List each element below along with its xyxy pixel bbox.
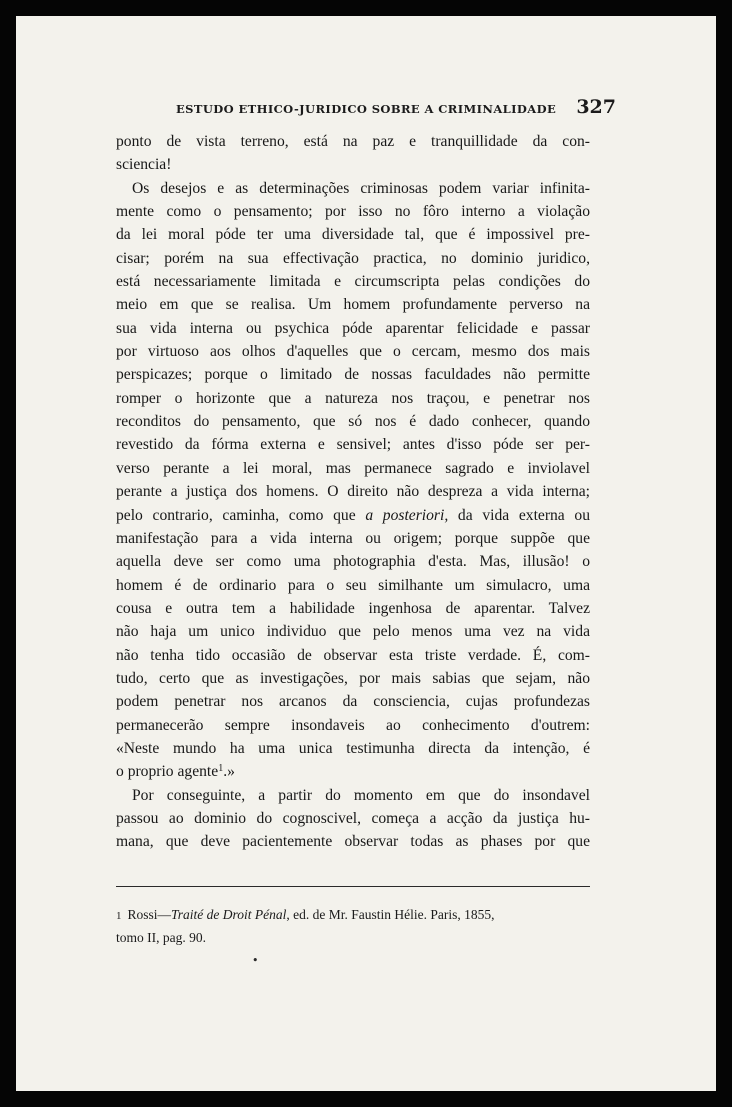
footnote-line: tomo II, pag. 90. [116,930,206,945]
body-text [116,130,590,854]
text-line: romper o horizonte que a natureza nos traçou, e penetrar nos [116,389,590,407]
footnote-reference[interactable]: 1 [218,763,224,775]
text-line: podem penetrar nos arcanos da consciencia, cujas profundezas [116,693,590,711]
text-line: reconditos do pensamento, que só nos é dado conhecer, quando [116,413,590,431]
footnote-author: Rossi— [127,907,172,922]
text-line: revestido da fórma externa e sensivel; antes d'isso póde ser per- [116,436,590,454]
footnote-work-title: Traité de Droit Pénal [171,907,287,922]
text-line: tudo, certo que as investigações, por mais sabias que sejam, não [116,669,590,687]
running-head-title: ESTUDO ETHICO-JURIDICO SOBRE A CRIMINALIDADE [176,102,557,116]
text-segment: .» [223,763,235,781]
text-line: aquella deve ser como uma photographia d'esta. Mas, illusão! o [116,553,590,571]
text-segment: pelo contrario, caminha, como que [116,506,366,524]
text-line: cousa e outra tem a habilidade ingenhosa de aparentar. Talvez [116,599,590,617]
ink-mark: • [252,954,259,967]
text-line: Os desejos e as determinações criminosas podem variar infinita- [132,179,590,197]
text-segment: da vida externa ou [448,506,591,524]
footnote-line [116,904,590,927]
text-line: ponto de vista terreno, está na paz e tranquillidade da con- [116,133,590,150]
text-line: Por conseguinte, a partir do momento em que do insondavel [132,786,590,804]
text-line: mente como o pensamento; por isso no fôro interno a violação [116,203,590,221]
footnote-text: , ed. de Mr. Faustin Hélie. Paris, 1855, [286,907,495,922]
footnote [116,904,590,948]
text-line: sua vida interna ou psychica póde aparentar felicidade e passar [116,319,590,337]
footnote-mark: 1 [116,910,122,922]
text-line: meio em que se realisa. Um homem profundamente perverso na [116,296,590,314]
italic-phrase: a posteriori, [365,506,449,524]
text-line: por virtuoso aos olhos d'aquelles que o cercam, mesmo dos mais [116,343,590,361]
text-line: está necessariamente limitada e circumscripta pelas condições do [116,273,590,291]
text-segment: o proprio agente [116,763,219,781]
scan-edge-mark [0,578,16,580]
text-line: «Neste mundo ha uma unica testimunha directa da intenção, é [116,739,590,757]
text-line: homem é de ordinario para o seu similhante um simulacro, uma [116,576,590,594]
running-head [176,96,616,118]
text-line: passou ao dominio do cognoscivel, começa a acção da justiça hu- [116,809,590,827]
text-line: não haja um unico individuo que pelo menos uma vez na vida [116,623,590,641]
text-line: perante a justiça dos homens. O direito não despreza a vida interna; [116,483,590,501]
text-line: sciencia! [116,156,172,174]
text-line-with-footnote-ref [116,760,590,783]
page-number: 327 [576,96,616,118]
text-line: manifestação para a vida interna ou origem; porque suppõe que [116,529,590,547]
text-line: não tenha tido occasião de observar esta triste verdade. É, com- [116,646,590,664]
text-line: cisar; porém na sua effectivação practica, no dominio juridico, [116,249,590,267]
text-line: perspicazes; porque o limitado de nossas faculdades não permitte [116,366,590,384]
text-line: mana, que deve pacientemente observar todas as phases por que [116,833,590,851]
text-line-with-italic [116,504,590,527]
book-page [16,16,716,1091]
text-line: permanecerão sempre insondaveis ao conhecimento d'outrem: [116,716,590,734]
scan-edge-mark [0,399,16,401]
text-line: verso perante a lei moral, mas permanece sagrado e inviolavel [116,459,590,477]
text-line: da lei moral póde ter uma diversidade tal, que é impossivel pre- [116,226,590,244]
footnote-separator [116,886,590,887]
